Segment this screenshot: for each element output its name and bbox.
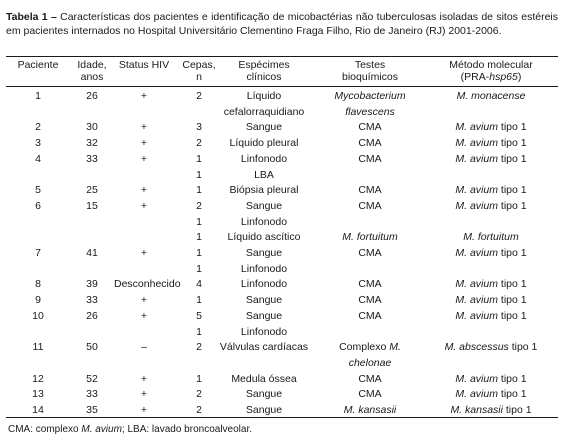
cell-testes: Complexo M.	[339, 341, 401, 354]
cell-metodo: M. avium tipo 1	[455, 121, 527, 134]
table-bottom-rule	[6, 417, 558, 418]
cell-metodo: M. avium tipo 1	[455, 294, 527, 307]
cell-paciente: 1	[35, 90, 41, 102]
cell-status: +	[140, 388, 148, 401]
cell-cepas: 1	[196, 152, 202, 165]
caption-text: Características dos pacientes e identificação de micobactérias não tuberculosas isoladas de sitos estéreis em pacientes internados no Hospital Universitário Clementino Fraga Filho, Rio de Janeiro (RJ) 2001-2006.	[6, 11, 558, 37]
table-caption	[6, 11, 558, 38]
cell-idade: 33	[86, 294, 98, 307]
cell-metodo: M. avium tipo 1	[455, 247, 527, 259]
cell-cepas: 2	[196, 90, 202, 102]
cell-espec: Sangue	[245, 404, 283, 416]
cell-status: +	[140, 137, 148, 150]
cell-idade: 35	[86, 404, 98, 416]
cell-status: +	[140, 90, 148, 102]
header-idade-line2: anos	[80, 71, 104, 83]
cell-testes: CMA	[358, 152, 382, 165]
cell-cepas: 4	[196, 278, 202, 291]
header-testes-line2: bioquímicos	[341, 71, 399, 83]
cell-metodo: M. abscessus tipo 1	[444, 341, 538, 354]
table-footnote: CMA: complexo M. avium; LBA: lavado broncoalveolar.	[8, 424, 253, 435]
cell-espec: cefalorraquidiano	[223, 105, 305, 118]
cell-status: +	[140, 294, 148, 307]
cell-cepas: 1	[196, 215, 202, 228]
cell-idade: 33	[86, 388, 98, 401]
cell-idade: 32	[86, 137, 98, 150]
cell-espec: Sangue	[245, 121, 283, 134]
cell-cepas: 2	[196, 404, 202, 416]
cell-status: +	[140, 247, 148, 259]
cell-metodo: M. avium tipo 1	[455, 199, 527, 212]
cell-status: +	[140, 309, 148, 322]
cell-paciente: 5	[35, 184, 41, 197]
cell-status: +	[140, 404, 148, 416]
cell-metodo: M. avium tipo 1	[455, 278, 527, 291]
cell-testes: CMA	[358, 372, 382, 385]
cell-espec: Sangue	[245, 294, 283, 307]
cell-cepas: 1	[196, 184, 202, 197]
cell-idade: 26	[86, 309, 98, 322]
cell-metodo: M. avium tipo 1	[455, 372, 527, 385]
cell-testes: CMA	[358, 121, 382, 134]
cell-espec: Sangue	[245, 199, 283, 212]
header-cepas-line1: Cepas,	[182, 59, 216, 71]
cell-cepas: 3	[196, 121, 202, 134]
cell-idade: 39	[86, 278, 98, 291]
cell-idade: 41	[86, 247, 98, 259]
cell-idade: 33	[86, 152, 98, 165]
cell-testes: chelonae	[348, 356, 392, 369]
cell-status: Desconhecido	[114, 278, 181, 291]
cell-espec: Medula óssea	[231, 372, 297, 385]
table-top-rule	[6, 56, 558, 57]
cell-idade: 52	[86, 372, 98, 385]
cell-espec: Sangue	[245, 309, 283, 322]
cell-status: +	[140, 121, 148, 134]
cell-espec: Líquido pleural	[229, 137, 299, 150]
cell-cepas: 1	[196, 231, 202, 244]
cell-cepas: 1	[196, 294, 202, 307]
cell-espec: Linfonodo	[240, 152, 288, 165]
cell-cepas: 1	[196, 372, 202, 385]
header-status-hiv: Status HIV	[118, 59, 170, 71]
cell-testes: CMA	[358, 388, 382, 401]
cell-paciente: 3	[35, 137, 41, 150]
cell-status: +	[140, 372, 148, 385]
cell-idade: 15	[86, 199, 98, 212]
cell-metodo: M. kansasii tipo 1	[450, 404, 532, 416]
cell-paciente: 13	[32, 388, 44, 401]
cell-espec: Linfonodo	[240, 325, 288, 338]
cell-idade: 30	[86, 121, 98, 134]
cell-espec: Linfonodo	[240, 262, 288, 275]
cell-paciente: 7	[35, 247, 41, 259]
cell-testes: CMA	[358, 137, 382, 150]
cell-espec: Válvulas cardíacas	[219, 341, 309, 354]
cell-espec: Líquido ascítico	[227, 231, 301, 244]
cell-espec: Linfonodo	[240, 215, 288, 228]
cell-paciente: 4	[35, 152, 41, 165]
cell-paciente: 14	[32, 404, 44, 416]
cell-metodo: M. avium tipo 1	[455, 152, 527, 165]
cell-espec: Sangue	[245, 247, 283, 259]
header-metodo-line1: Método molecular	[449, 59, 533, 71]
cell-status: +	[140, 184, 148, 197]
cell-testes: CMA	[358, 199, 382, 212]
cell-cepas: 2	[196, 137, 202, 150]
cell-status: –	[141, 341, 147, 354]
cell-cepas: 1	[196, 262, 202, 275]
cell-cepas: 1	[196, 247, 202, 259]
cell-metodo: M. monacense	[456, 90, 526, 102]
cell-espec: Líquido	[246, 90, 282, 102]
cell-cepas: 2	[196, 341, 202, 354]
cell-testes: CMA	[358, 184, 382, 197]
header-metodo-line2: (PRA-hsp65)	[460, 71, 522, 83]
cell-status: +	[140, 199, 148, 212]
cell-cepas: 2	[196, 388, 202, 401]
header-especimes-line2: clínicos	[246, 71, 282, 83]
cell-testes: M. kansasii	[343, 404, 397, 416]
cell-espec: LBA	[254, 168, 274, 181]
header-idade-line1: Idade,	[77, 59, 107, 71]
cell-metodo: M. avium tipo 1	[455, 309, 527, 322]
cell-paciente: 6	[35, 199, 41, 212]
header-paciente: Paciente	[17, 59, 59, 71]
header-testes-line1: Testes	[354, 59, 386, 71]
cell-testes: M. fortuitum	[342, 231, 398, 244]
table-header-rule	[6, 86, 558, 87]
cell-metodo: M. avium tipo 1	[455, 137, 527, 150]
cell-espec: Biópsia pleural	[229, 184, 299, 197]
caption-label: Tabela 1 –	[6, 11, 57, 23]
cell-espec: Linfonodo	[240, 278, 288, 291]
cell-idade: 26	[86, 90, 98, 102]
cell-idade: 50	[86, 341, 98, 354]
cell-cepas: 5	[196, 309, 202, 322]
cell-paciente: 10	[32, 309, 44, 322]
header-cepas-line2: n	[196, 71, 202, 83]
cell-testes: flavescens	[345, 105, 395, 118]
cell-metodo: M. avium tipo 1	[455, 184, 527, 197]
cell-status: +	[140, 152, 148, 165]
cell-testes: CMA	[358, 247, 382, 259]
cell-testes: CMA	[358, 309, 382, 322]
cell-testes: Mycobacterium	[334, 90, 406, 102]
cell-testes: CMA	[358, 294, 382, 307]
cell-cepas: 1	[196, 168, 202, 181]
cell-cepas: 1	[196, 325, 202, 338]
cell-paciente: 8	[35, 278, 41, 291]
cell-cepas: 2	[196, 199, 202, 212]
cell-testes: CMA	[358, 278, 382, 291]
cell-paciente: 9	[35, 294, 41, 307]
cell-paciente: 2	[35, 121, 41, 134]
cell-idade: 25	[86, 184, 98, 197]
cell-paciente: 11	[32, 341, 44, 354]
cell-espec: Sangue	[245, 388, 283, 401]
cell-metodo: M. avium tipo 1	[455, 388, 527, 401]
cell-metodo: M. fortuitum	[463, 231, 519, 244]
header-especimes-line1: Espécimes	[238, 59, 290, 71]
cell-paciente: 12	[32, 372, 44, 385]
